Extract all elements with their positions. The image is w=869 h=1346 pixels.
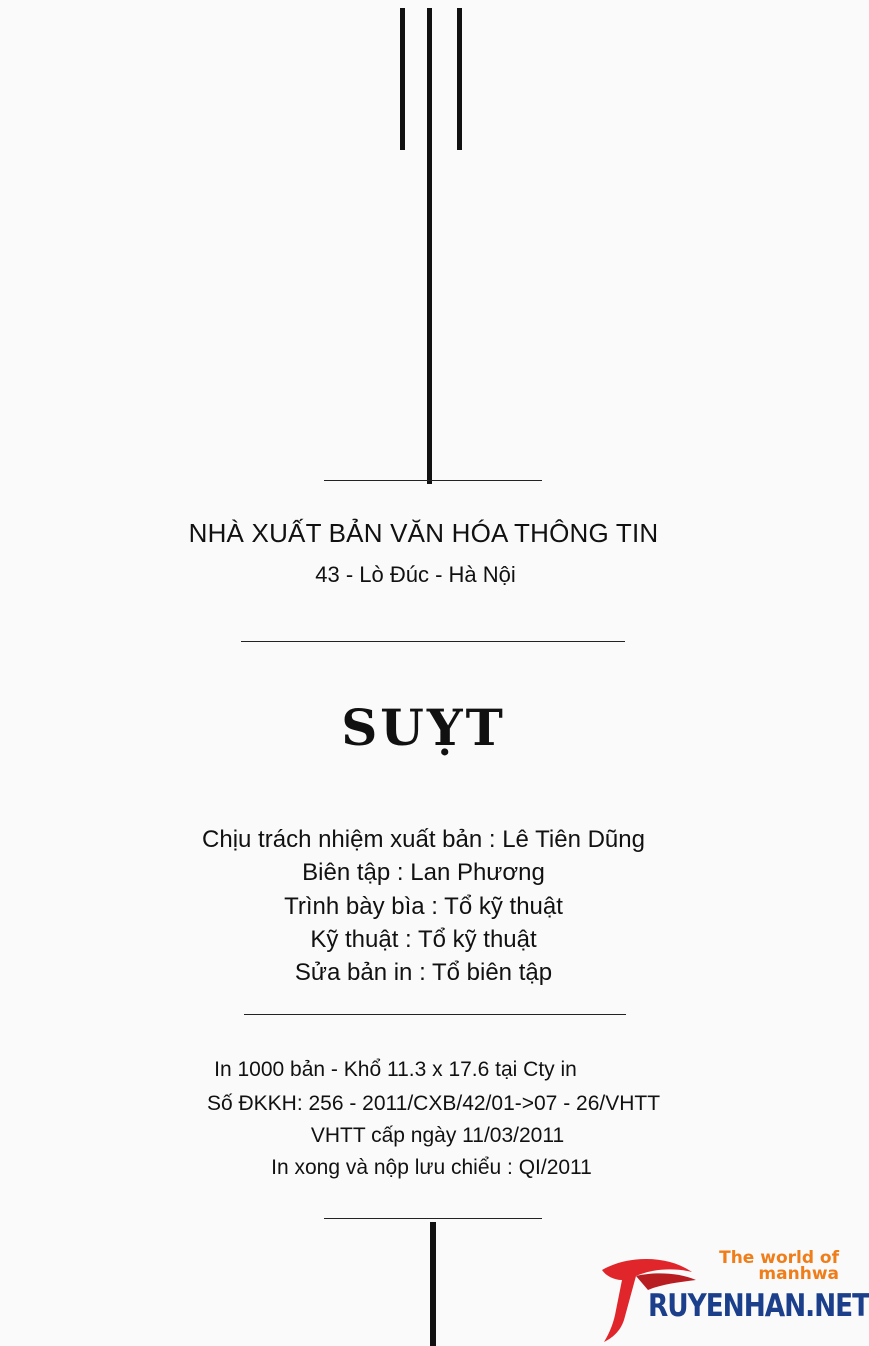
watermark-tagline-line2: manhwa [758, 1264, 839, 1284]
watermark-logo [596, 1246, 869, 1346]
credit-line: Sửa bản in : Tổ biên tập [294, 959, 553, 986]
credit-line: Trình bày bìa : Tổ kỹ thuật [284, 893, 563, 920]
book-title: SUỴT [341, 698, 506, 757]
print-line: VHTT cấp ngày 11/03/2011 [310, 1124, 565, 1147]
top-bar-right [457, 8, 462, 150]
rule-after-credits [244, 1014, 626, 1015]
print-line: Số ĐKKH: 256 - 2011/CXB/42/01->07 - 26/VHTT [206, 1092, 661, 1115]
credit-line: Kỹ thuật : Tổ kỹ thuật [310, 926, 537, 953]
print-line: In xong và nộp lưu chiểu : QI/2011 [271, 1156, 592, 1179]
bottom-rule [324, 1218, 542, 1219]
publisher-address: 43 - Lò Đúc - Hà Nội [315, 562, 516, 587]
bottom-bar [430, 1222, 436, 1346]
top-bar-left [400, 8, 405, 150]
rule-after-publisher [241, 641, 625, 642]
watermark-brand: RUYENHAN.NET [648, 1288, 869, 1324]
top-bar-center [427, 8, 432, 484]
top-rule [324, 480, 542, 481]
credit-line: Chịu trách nhiệm xuất bản : Lê Tiên Dũng [202, 826, 645, 853]
print-line: In 1000 bản - Khổ 11.3 x 17.6 tại Cty in [214, 1058, 577, 1081]
credit-line: Biên tập : Lan Phương [302, 859, 545, 886]
publisher-name: NHÀ XUẤT BẢN VĂN HÓA THÔNG TIN [188, 518, 659, 548]
watermark-tagline-line1: The world of [719, 1248, 839, 1268]
watermark-tagline [719, 1250, 839, 1282]
